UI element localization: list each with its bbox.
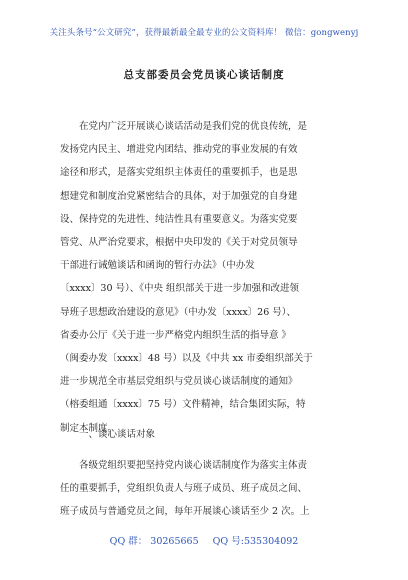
paragraph-line: 想建党和制度治党紧密结合的具体，对于加强党的自身建 — [60, 190, 298, 202]
paragraph-line: （闽委办发〔xxxx〕48 号）以及《中共 xx 市委组织部关于 — [60, 353, 313, 365]
footer-contact — [0, 533, 408, 547]
header-promo-link[interactable]: 关注头条号“公文研究”，获得最新最全最专业的公文资料库！ 微信：gongwenyj — [49, 28, 359, 38]
paragraph-section-1 — [60, 454, 362, 524]
paragraph-line: 〔xxxx〕30 号）、《中央 组织部关于进一步加强和改进领 — [60, 283, 300, 295]
paragraph-line: 省委办公厅《关于进一步严格党内组织生活的指导意 》 — [60, 329, 292, 341]
footer-qq-number: QQ 号:535304092 — [212, 536, 299, 547]
paragraph-line: 各级党组织要把坚持党内谈心谈话制度作为落实主体责 — [79, 460, 308, 471]
paragraph-line: 途径和形式，是落实党组织主体责任的重要抓手，也是思 — [60, 167, 298, 179]
paragraph-line: 在党内广泛开展谈心谈话活动是我们党的优良传统，是 — [79, 121, 308, 132]
paragraph-line: 干部进行诫勉谈话和函询的暂行办法》（中办发 — [60, 260, 255, 272]
paragraph-line: 进一步规范全市基层党组织与党员谈心谈话制度的通知》 — [60, 376, 298, 388]
footer-qq-group: QQ 群： 30265665 — [109, 536, 199, 547]
paragraph-line: 班子成员与普通党员之间，每年开展谈心谈话至少 2 次。上 — [60, 506, 310, 518]
paragraph-line: 设、保持党的先进性、纯洁性具有重要意义。为落实党要 — [60, 213, 298, 225]
paragraph-line: 制定本制度。 — [60, 422, 118, 434]
document-title: 总支部委员会党员谈心谈话制度 — [123, 69, 285, 81]
paragraph-line: 发扬党内民主、增进党内团结、推动党的事业发展的有效 — [60, 144, 298, 156]
paragraph-line: 管党、从严治党要求，根据中央印发的《关于对党员领导 — [60, 237, 298, 249]
paragraph-line: 任的重要抓手，党组织负责人与班子成员、班子成员之间、 — [60, 483, 308, 495]
paragraph-line: （榕委组通〔xxxx〕75 号）文件精神，结合集团实际，特 — [60, 399, 306, 411]
paragraph-line: 导班子思想政治建设的意见》（中办发〔xxxx〕26 号）、 — [60, 306, 297, 318]
section-heading: 一、谈心谈话对象 — [79, 429, 156, 440]
paragraph-intro — [60, 115, 362, 440]
